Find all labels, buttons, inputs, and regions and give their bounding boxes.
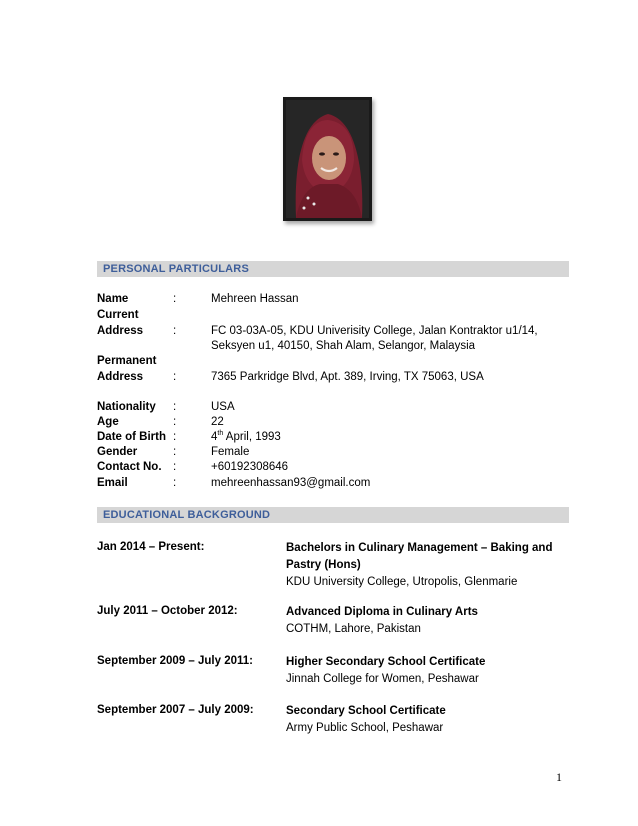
current-label: Current bbox=[97, 309, 139, 321]
edu-entry bbox=[286, 604, 556, 638]
contact-value: +60192308646 bbox=[211, 461, 289, 473]
name-value: Mehreen Hassan bbox=[211, 293, 299, 305]
current-address-line1: FC 03-03A-05, KDU Univerisity College, Jalan Kontraktor u1/14, bbox=[211, 325, 538, 337]
profile-photo-image bbox=[286, 100, 369, 218]
edu-entry bbox=[286, 703, 556, 737]
edu-title: Bachelors in Culinary Management – Baking and Pastry (Hons) bbox=[286, 542, 553, 571]
edu-dates: July 2011 – October 2012: bbox=[97, 605, 238, 617]
colon: : bbox=[173, 293, 177, 305]
gender-value: Female bbox=[211, 446, 250, 458]
colon: : bbox=[173, 401, 177, 413]
contact-label: Contact No. bbox=[97, 461, 162, 473]
colon: : bbox=[173, 431, 177, 443]
age-value: 22 bbox=[211, 416, 224, 428]
current-address-label: Address bbox=[97, 325, 144, 337]
email-label: Email bbox=[97, 477, 128, 489]
colon: : bbox=[173, 325, 177, 337]
age-label: Age bbox=[97, 416, 119, 428]
nationality-label: Nationality bbox=[97, 401, 156, 413]
page-number: 1 bbox=[556, 770, 562, 784]
edu-dates: Jan 2014 – Present: bbox=[97, 541, 205, 553]
edu-title: Secondary School Certificate bbox=[286, 705, 446, 717]
edu-institution: Army Public School, Peshawar bbox=[286, 722, 444, 734]
dob-month-year: April, 1993 bbox=[223, 431, 281, 443]
edu-institution: Jinnah College for Women, Peshawar bbox=[286, 673, 479, 685]
edu-title: Higher Secondary School Certificate bbox=[286, 656, 486, 668]
edu-dates: September 2007 – July 2009: bbox=[97, 704, 254, 716]
permanent-address-label: Address bbox=[97, 371, 144, 383]
current-address-line2: Seksyen u1, 40150, Shah Alam, Selangor, Malaysia bbox=[211, 340, 476, 352]
permanent-label: Permanent bbox=[97, 355, 157, 367]
section-heading-education: EDUCATIONAL BACKGROUND bbox=[97, 507, 569, 523]
dob-label: Date of Birth bbox=[97, 431, 166, 443]
name-label: Name bbox=[97, 293, 129, 305]
edu-title: Advanced Diploma in Culinary Arts bbox=[286, 606, 478, 618]
permanent-address-value: 7365 Parkridge Blvd, Apt. 389, Irving, TX 75063, USA bbox=[211, 371, 484, 383]
section-heading-personal: PERSONAL PARTICULARS bbox=[97, 261, 569, 277]
colon: : bbox=[173, 477, 177, 489]
dob-value bbox=[211, 431, 281, 443]
colon: : bbox=[173, 371, 177, 383]
nationality-value: USA bbox=[211, 401, 235, 413]
gender-label: Gender bbox=[97, 446, 138, 458]
dob-day: 4 bbox=[211, 431, 218, 443]
edu-entry bbox=[286, 654, 556, 688]
colon: : bbox=[173, 461, 177, 473]
edu-institution: KDU University College, Utropolis, Glenmarie bbox=[286, 576, 518, 588]
dob-suffix: th bbox=[217, 430, 224, 438]
edu-institution: COTHM, Lahore, Pakistan bbox=[286, 623, 421, 635]
edu-entry bbox=[286, 540, 556, 591]
colon: : bbox=[173, 446, 177, 458]
email-value[interactable]: mehreenhassan93@gmail.com bbox=[211, 477, 371, 489]
edu-dates: September 2009 – July 2011: bbox=[97, 655, 253, 667]
colon: : bbox=[173, 416, 177, 428]
profile-photo bbox=[283, 97, 372, 221]
